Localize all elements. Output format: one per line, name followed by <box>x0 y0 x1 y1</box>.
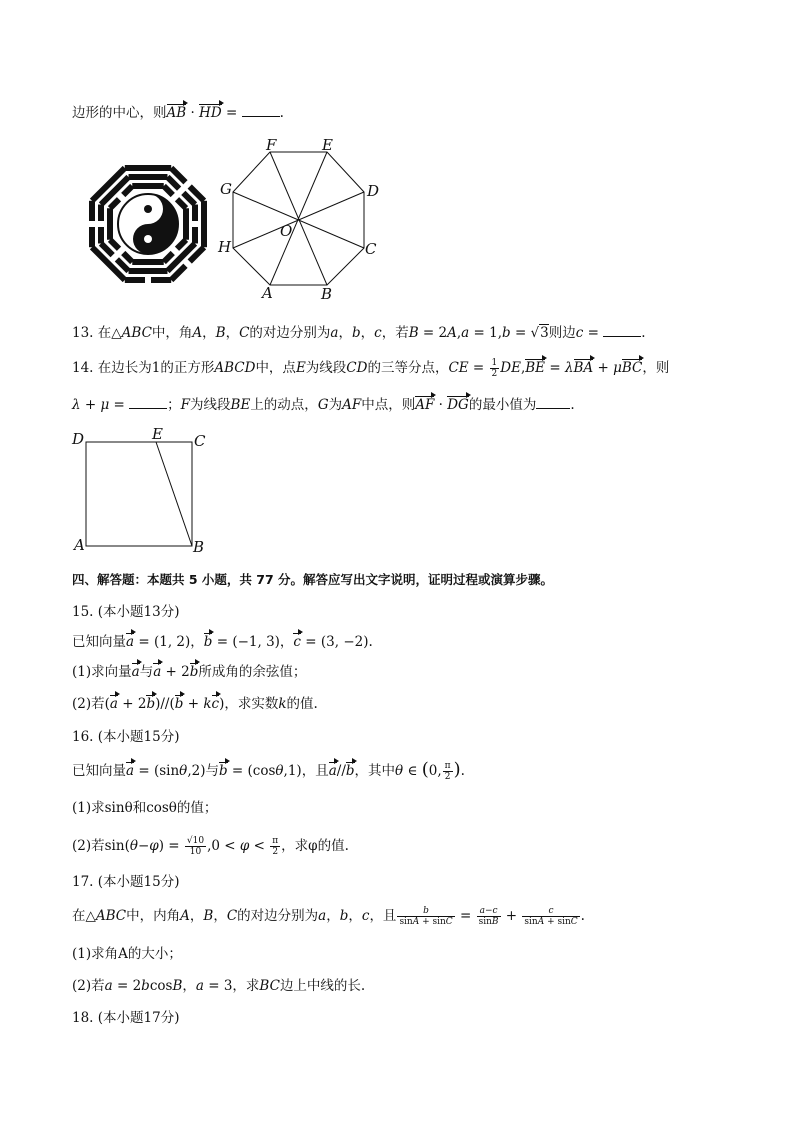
trigram <box>125 165 171 189</box>
q15-given: 已知向量a = (1, 2)，b = (−1, 3)，c = (3, −2). <box>72 634 373 650</box>
label-sq-b: B <box>193 538 205 556</box>
q17-p2a: (2)若 <box>72 978 105 994</box>
q12-text: 边形的中心，则 <box>72 105 167 121</box>
label-g: G <box>220 180 232 198</box>
square-figure <box>70 424 220 558</box>
trigram <box>89 201 113 247</box>
q17-part1: (1)求角A的大小； <box>72 946 182 962</box>
q15-given-text: 已知向量 <box>72 634 126 650</box>
q15-p1b: 与 <box>139 664 154 680</box>
q15-part1: (1)求向量a与a + 2b所成角的余弦值； <box>72 664 307 680</box>
q15-p2c: 的值. <box>286 696 318 712</box>
q16-given: 已知向量a = (sinθ,2)与b = (cosθ,1)，且a//b，其中θ ∈ (0, $\frac{\pi}{2}$ ). <box>72 759 465 782</box>
q18-title: 18. (本小题17分) <box>72 1010 180 1026</box>
q14-square: ABCD <box>214 360 256 376</box>
q17-title: 17. (本小题15分) <box>72 874 180 890</box>
q14-text-end: ，则 <box>642 360 670 376</box>
label-sq-c: C <box>194 432 206 450</box>
q14-text-a: 14. 在边长为1的正方形 <box>72 360 215 376</box>
q15-p1c: 所成角的余弦值； <box>198 664 307 680</box>
q16-title: 16. (本小题15分) <box>72 729 180 745</box>
segment-be <box>156 442 192 546</box>
q14-text-2end: . <box>570 397 575 413</box>
label-h: H <box>218 238 232 256</box>
section-heading: 四、解答题：本题共 5 小题，共 77 分。解答应写出文字说明，证明过程或演算步骤。 <box>72 572 554 587</box>
q14-text-b: 中，点 <box>255 360 296 376</box>
label-sq-d: D <box>72 430 85 448</box>
q17-gb: 中，内角 <box>126 908 181 924</box>
q14-blank2 <box>536 394 570 409</box>
q13-triangle: ABC <box>121 325 152 341</box>
q13-end: . <box>641 325 646 341</box>
q17-given: 在△ABC中，内角A，B，C的对边分别为a，b，c，且 $\frac{b}{\sin A + \sin C}$ = $\frac{a-c}{\sin B}$ + $\frac{c}{\sin A + \sin C}$ . <box>72 906 585 927</box>
trigram <box>125 259 171 283</box>
q16-gd: ，其中 <box>354 763 396 779</box>
square-shape <box>86 442 192 546</box>
q15-title: 15. (本小题13分) <box>72 604 180 620</box>
q15-p1a: (1)求向量 <box>72 664 132 680</box>
vector-ab: AB <box>166 105 187 121</box>
q16-part1: (1)求sinθ和cosθ的值； <box>72 800 218 816</box>
label-a: A <box>262 284 273 302</box>
q17-gc: 的对边分别为 <box>237 908 319 924</box>
q14-text-2a: ； <box>167 397 181 413</box>
q14-line2: λ + μ = ；F为线段BE上的动点，G为AF中点，则AF · DG的最小值为 . <box>72 394 575 415</box>
q14-text-2e: 中点，则 <box>361 397 416 413</box>
q16-part2: (2)若sin(θ−φ) = $\frac{√10}{10}$ ,0 < φ < $\frac{\pi}{2}$ ，求φ的值. <box>72 836 349 857</box>
octagon-figure <box>212 136 392 304</box>
q13-text1: 中，角 <box>151 325 193 341</box>
label-sq-e: E <box>152 425 163 443</box>
q16-p2a: (2)若 <box>72 838 105 854</box>
q15-p2a: (2)若 <box>72 696 105 712</box>
q15-part2: (2)若(a + 2b)//(b + kc)，求实数k的值. <box>72 696 318 712</box>
label-c: C <box>365 240 377 258</box>
q15-p2b: ，求实数 <box>224 696 279 712</box>
q17-p2b: ，求 <box>232 978 260 994</box>
q17-part2: (2)若a = 2bcosB，a = 3，求BC边上中线的长. <box>72 978 366 994</box>
q13-number: 13. 在△ <box>72 325 122 341</box>
q16-gb: 与 <box>205 763 219 779</box>
answer-blank <box>242 102 280 117</box>
q17-gd: ，且 <box>369 908 397 924</box>
q13-line: 13. 在△ABC中，角A，B，C的对边分别为a，b，c，若B = 2A,a = 1,b = √3则边c = . <box>72 322 646 343</box>
vector-hd: HD <box>199 105 222 121</box>
q14-line1: 14. 在边长为1的正方形ABCD中，点E为线段CD的三等分点，CE = $\frac{1}{2}$ DE,BE = λBA + μBC，则 <box>72 358 670 379</box>
label-b: B <box>321 285 333 303</box>
label-d: D <box>367 182 380 200</box>
bagua-figure <box>82 158 214 290</box>
q14-text-2b: 为线段 <box>190 397 231 413</box>
q13-text4: 则边 <box>548 325 576 341</box>
q14-text-2d: 为 <box>328 397 343 413</box>
q12-line: 边形的中心，则AB · HD = . <box>72 102 284 123</box>
q14-text-c: 为线段 <box>305 360 347 376</box>
q17-p2c: 边上中线的长. <box>279 978 366 994</box>
label-o: O <box>280 222 293 240</box>
label-sq-a: A <box>74 536 85 554</box>
q14-blank1 <box>129 394 167 409</box>
label-f: F <box>266 136 277 154</box>
q13-text2: 的对边分别为 <box>249 325 331 341</box>
label-e: E <box>322 136 333 154</box>
q16-p2b: ，求φ的值. <box>281 838 349 854</box>
q13-blank <box>603 322 641 337</box>
q14-text-2c: 上的动点， <box>250 397 318 413</box>
q16-gc: ，且 <box>301 763 329 779</box>
trigram <box>183 201 207 247</box>
q13-text3: ，若 <box>381 325 409 341</box>
q17-ga: 在△ <box>72 908 96 924</box>
q14-text-2f: 的最小值为 <box>468 397 537 413</box>
q16-ga: 已知向量 <box>72 763 126 779</box>
q14-text-d: 的三等分点， <box>367 360 449 376</box>
